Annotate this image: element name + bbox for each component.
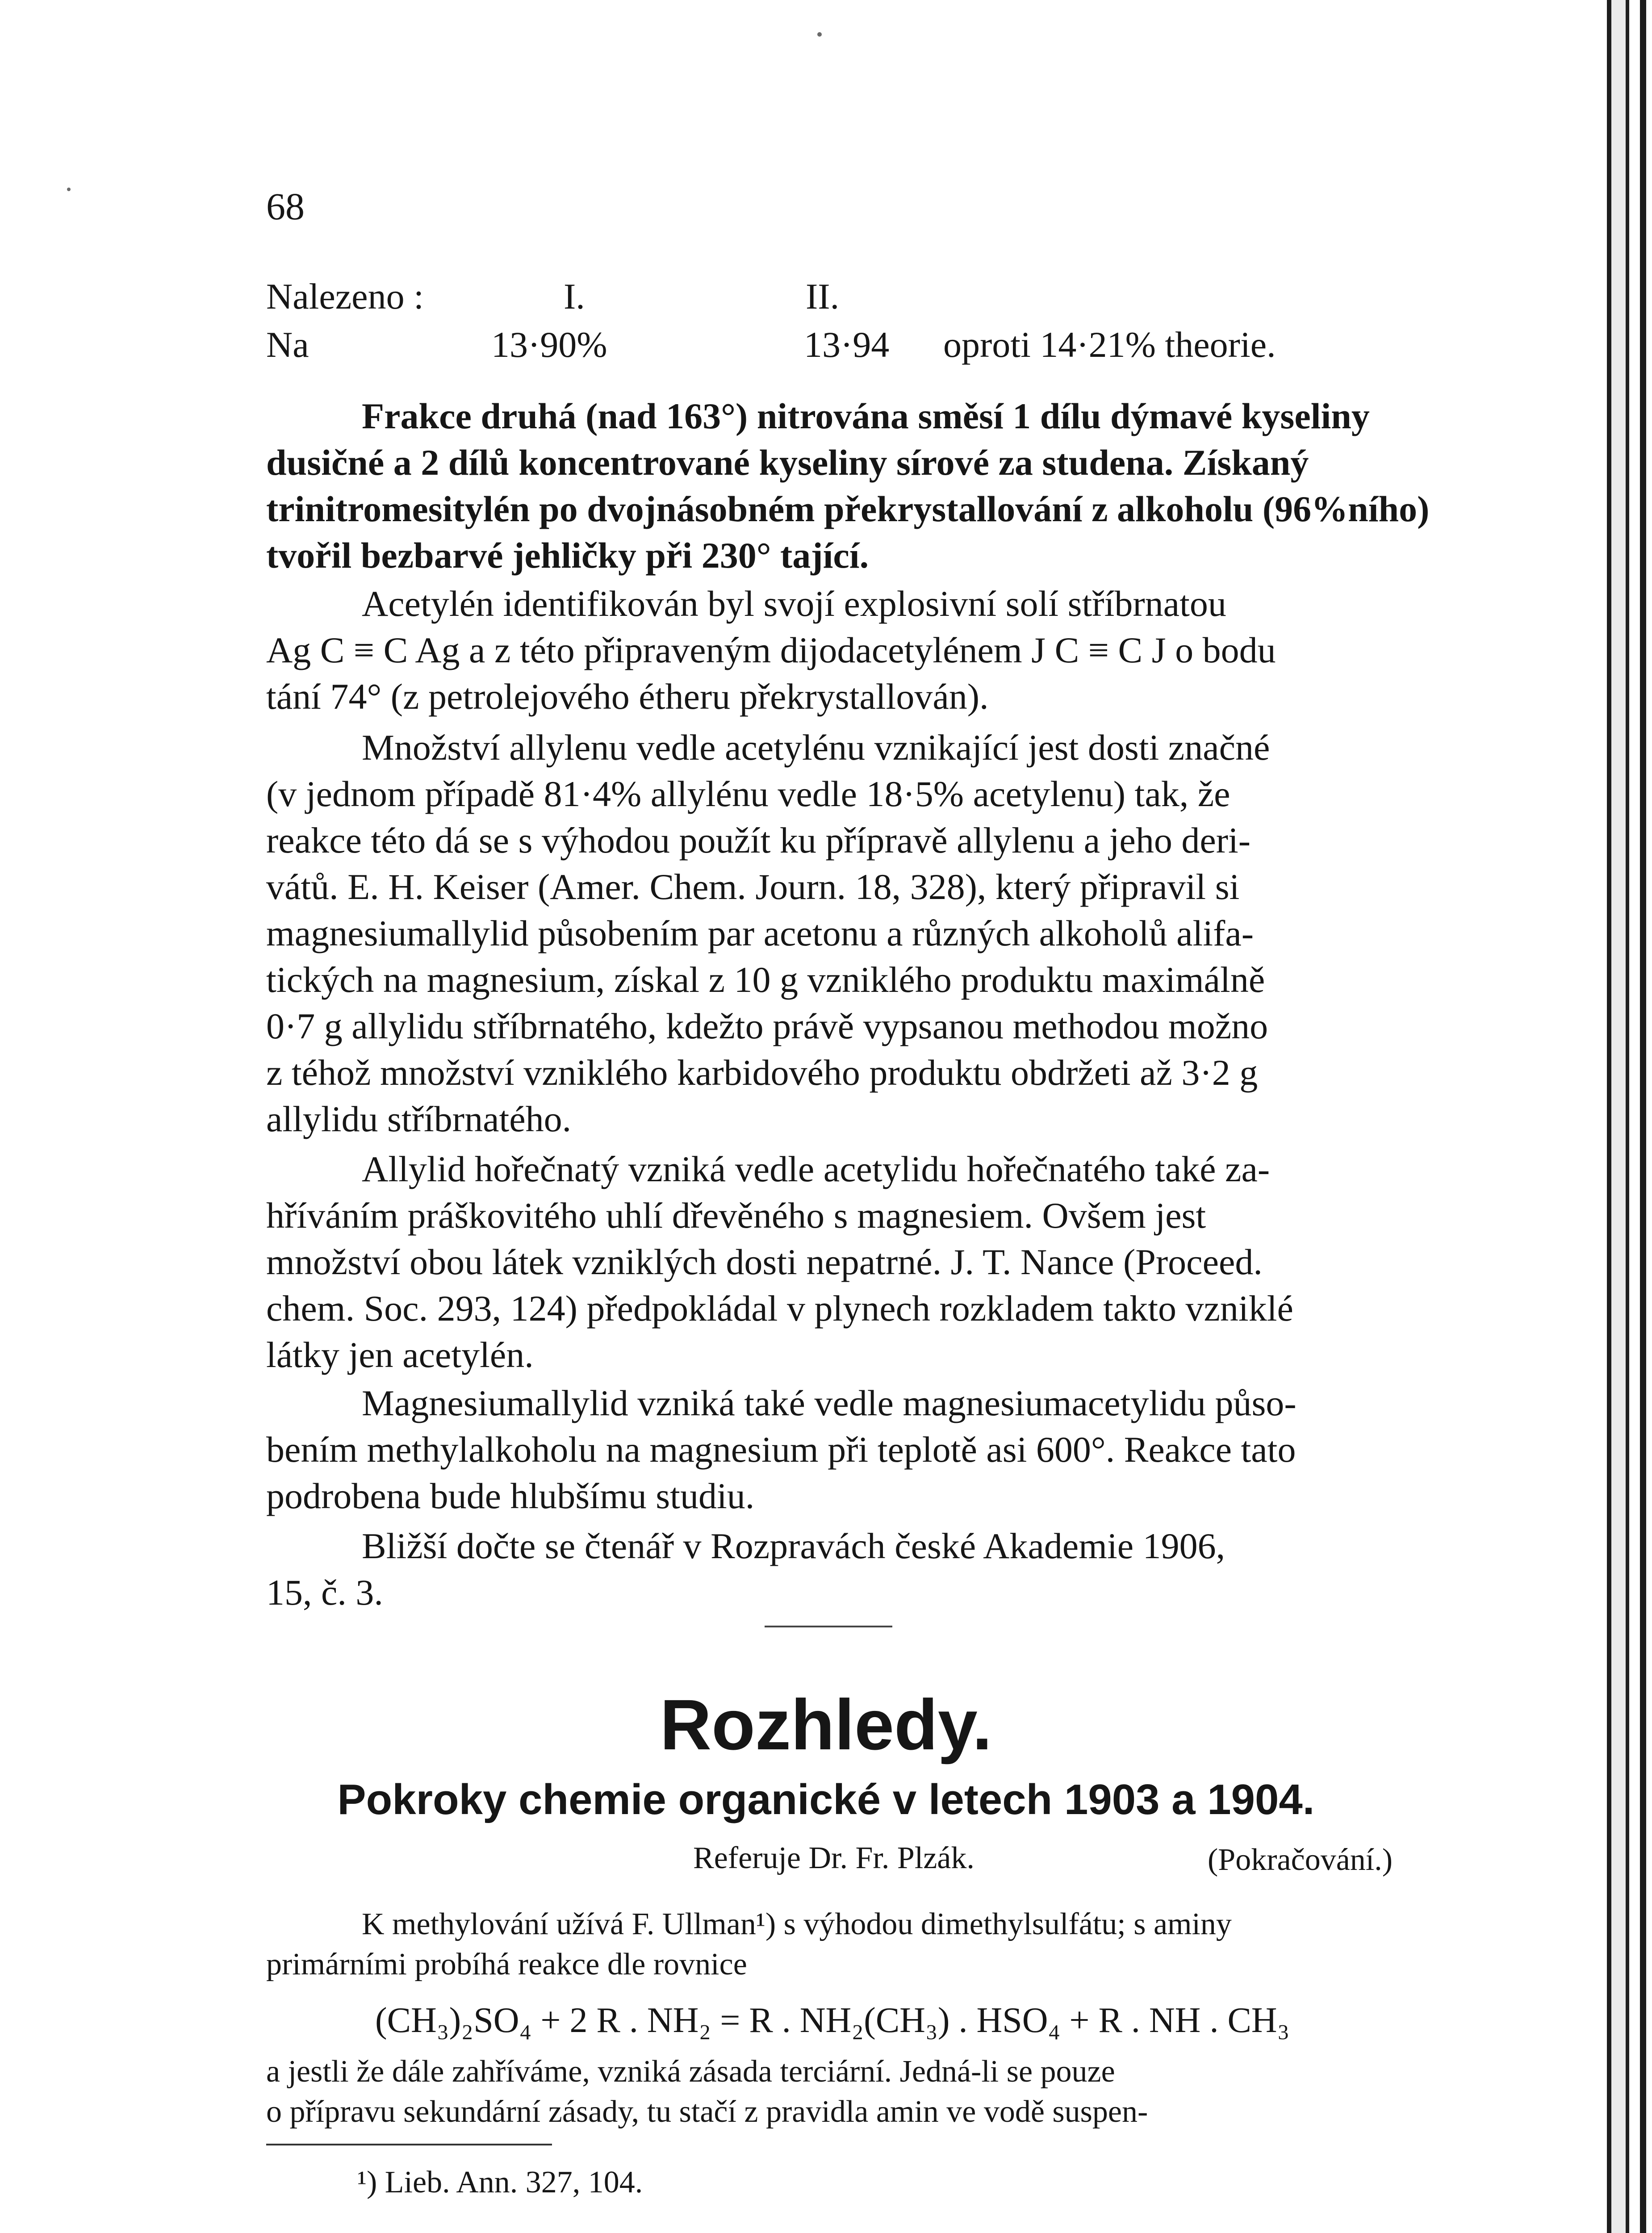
found-val1: 13·90% bbox=[491, 324, 607, 365]
paragraph-line: bením methylalkoholu na magnesium při teplotě asi 600°. Reakce tato bbox=[266, 1429, 1296, 1470]
found-col1: I. bbox=[564, 276, 585, 317]
dust-speck bbox=[817, 32, 822, 37]
found-compare: oproti 14·21% theorie. bbox=[943, 324, 1276, 365]
paragraph-line: Ag C ≡ C Ag a z této připraveným dijodacetylénem J C ≡ C J o bodu bbox=[266, 630, 1276, 670]
paragraph-line: 0·7 g allylidu stříbrnatého, kdežto právě vypsanou methodou možno bbox=[266, 1006, 1268, 1046]
found-label: Nalezeno : bbox=[266, 276, 424, 317]
section-divider bbox=[765, 1626, 892, 1627]
paragraph-line: allylidu stříbrnatého. bbox=[266, 1099, 572, 1139]
paragraph-line: K methylování užívá F. Ullman¹) s výhodou dimethylsulfátu; s aminy bbox=[362, 1907, 1232, 1941]
paragraph-line: Bližší dočte se čtenář v Rozpravách české Akademie 1906, bbox=[362, 1526, 1225, 1566]
article-title: Pokroky chemie organické v letech 1903 a 1904. bbox=[337, 1776, 1315, 1823]
paragraph-line: dusičné a 2 dílů koncentrované kyseliny sírové za studena. Získaný bbox=[266, 442, 1309, 483]
footnote-rule bbox=[266, 2144, 552, 2145]
paragraph-line: hříváním práškovitého uhlí dřevěného s magnesiem. Ovšem jest bbox=[266, 1195, 1206, 1236]
paragraph-line: trinitromesitylén po dvojnásobném překrystallování z alkoholu (96%ního) bbox=[266, 489, 1430, 529]
paragraph-line: (v jednom případě 81·4% allylénu vedle 18·5% acetylenu) tak, že bbox=[266, 774, 1230, 814]
paragraph-line: reakce této dá se s výhodou použít ku přípravě allylenu a jeho deri- bbox=[266, 820, 1251, 861]
dust-speck bbox=[67, 188, 71, 191]
found-val2: 13·94 bbox=[804, 324, 890, 365]
continued-note: (Pokračování.) bbox=[1208, 1843, 1393, 1877]
paragraph-line: chem. Soc. 293, 124) předpokládal v plynech rozkladem takto vzniklé bbox=[266, 1288, 1293, 1329]
paragraph-line: o přípravu sekundární zásady, tu stačí z pravidla amin ve vodě suspen- bbox=[266, 2095, 1148, 2129]
paragraph-line: primárními probíhá reakce dle rovnice bbox=[266, 1947, 747, 1982]
paragraph-line: vátů. E. H. Keiser (Amer. Chem. Journ. 18, 328), který připravil si bbox=[266, 866, 1240, 907]
paragraph-line: tických na magnesium, získal z 10 g vzniklého produktu maximálně bbox=[266, 959, 1265, 1000]
paragraph-line: Allylid hořečnatý vzniká vedle acetylidu hořečnatého také za- bbox=[362, 1149, 1270, 1189]
paragraph-line: magnesiumallylid působením par acetonu a různých alkoholů alifa- bbox=[266, 913, 1254, 953]
found-col2: II. bbox=[806, 276, 840, 317]
reaction-equation: (CH₃)₂SO₄ + 2 R . NH₂ = R . NH₂(CH₃) . HSO₄ + R . NH . CH₃ bbox=[375, 2001, 1290, 2040]
page-edge-line bbox=[1626, 0, 1629, 2233]
paragraph-line: Množství allylenu vedle acetylénu vznikající jest dosti značné bbox=[362, 727, 1270, 768]
paragraph-line: množství obou látek vzniklých dosti nepatrné. J. T. Nance (Proceed. bbox=[266, 1242, 1263, 1282]
paragraph-line: a jestli že dále zahříváme, vzniká zásada terciární. Jedná-li se pouze bbox=[266, 2054, 1115, 2089]
page-number: 68 bbox=[266, 185, 305, 228]
paragraph-line: Magnesiumallylid vzniká také vedle magnesiumacetylidu půso- bbox=[362, 1383, 1297, 1423]
paragraph-line: látky jen acetylén. bbox=[266, 1334, 534, 1375]
paragraph-line: Acetylén identifikován byl svojí explosivní solí stříbrnatou bbox=[362, 583, 1226, 624]
paragraph-line: tání 74° (z petrolejového étheru překrystallován). bbox=[266, 676, 989, 717]
paragraph-line: z téhož množství vzniklého karbidového produktu obdržeti až 3·2 g bbox=[266, 1052, 1258, 1093]
paragraph-line: Frakce druhá (nad 163°) nitrována směsí 1 dílu dýmavé kyseliny bbox=[362, 396, 1370, 436]
page-edge-line bbox=[1640, 0, 1646, 2233]
found-row-label: Na bbox=[266, 324, 309, 365]
footnote: ¹) Lieb. Ann. 327, 104. bbox=[357, 2165, 643, 2200]
binding-shadow bbox=[1611, 0, 1626, 2233]
byline: Referuje Dr. Fr. Plzák. bbox=[693, 1841, 974, 1875]
section-title: Rozhledy. bbox=[660, 1685, 992, 1765]
paragraph-line: tvořil bezbarvé jehličky při 230° tající. bbox=[266, 535, 869, 576]
paragraph-line: 15, č. 3. bbox=[266, 1572, 383, 1613]
paragraph-line: podrobena bude hlubšímu studiu. bbox=[266, 1476, 755, 1516]
page-edge-line bbox=[1607, 0, 1611, 2233]
